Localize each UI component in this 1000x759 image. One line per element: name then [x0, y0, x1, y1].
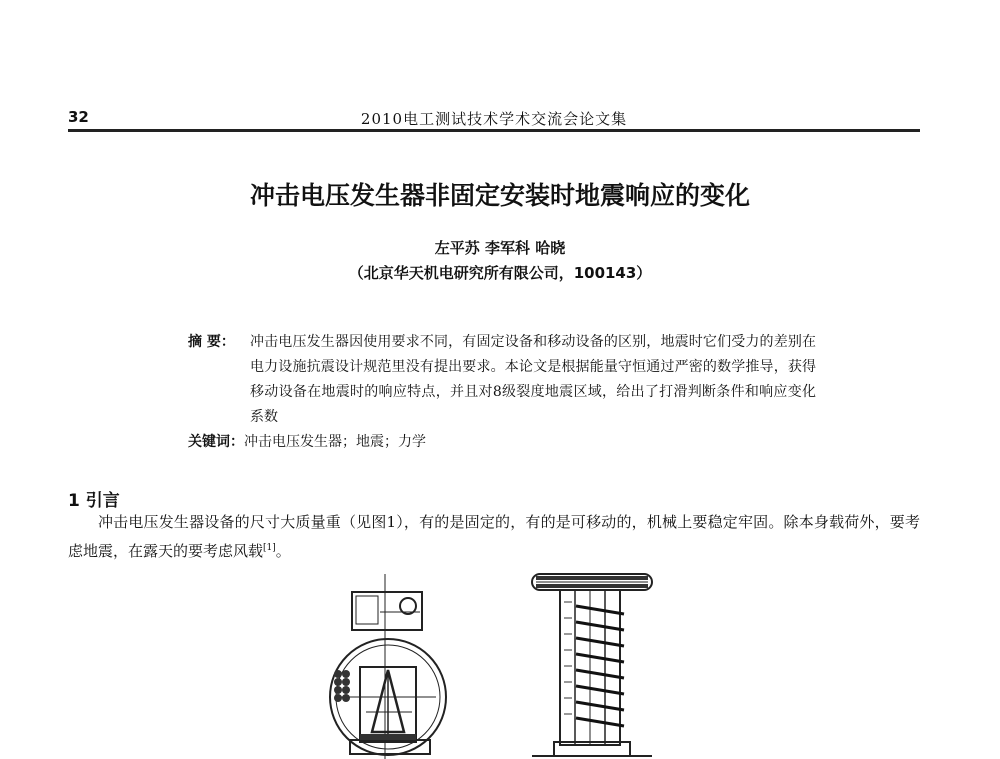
header-rule [68, 129, 920, 132]
abstract-text: 冲击电压发生器因使用要求不同，有固定设备和移动设备的区别，地震时它们受力的差别在电力设施抗震设计规范里没有提出要求。本论文是根据能量守恒通过严密的数学推导，获得移动设备在地震时的响应特点，并且对8级裂度地震区域，给出了打滑判断条件和响应变化系数 [250, 334, 816, 425]
affiliation: （北京华天机电研究所有限公司，100143） [348, 264, 652, 282]
abstract-block [188, 330, 816, 430]
paragraph-end: 。 [275, 542, 291, 560]
citation-ref: [1] [263, 543, 276, 553]
paragraph-text: 冲击电压发生器设备的尺寸大质量重（见图1），有的是固定的，有的是可移动的，机械上要稳定牢固。除本身载荷外，要考虑地震，在露天的要考虑风载 [68, 513, 920, 560]
authors: 左平苏 李军科 哈晓 [434, 239, 566, 257]
page-number: 32 [68, 108, 89, 126]
keywords-line [188, 431, 426, 451]
abstract-label: 摘 要： [188, 334, 235, 350]
body-paragraph [68, 509, 920, 564]
page-header [68, 104, 920, 128]
paper-title: 冲击电压发生器非固定安装时地震响应的变化 [249, 181, 750, 210]
generator-drawing-left [320, 572, 470, 759]
generator-drawing-right [530, 570, 655, 759]
running-title: 2010电工测试技术学术交流会论文集 [360, 110, 628, 128]
keywords-label: 关键词： [188, 434, 244, 450]
section-heading: 1 引言 [68, 491, 120, 511]
keywords-text: 冲击电压发生器；地震；力学 [244, 434, 426, 450]
